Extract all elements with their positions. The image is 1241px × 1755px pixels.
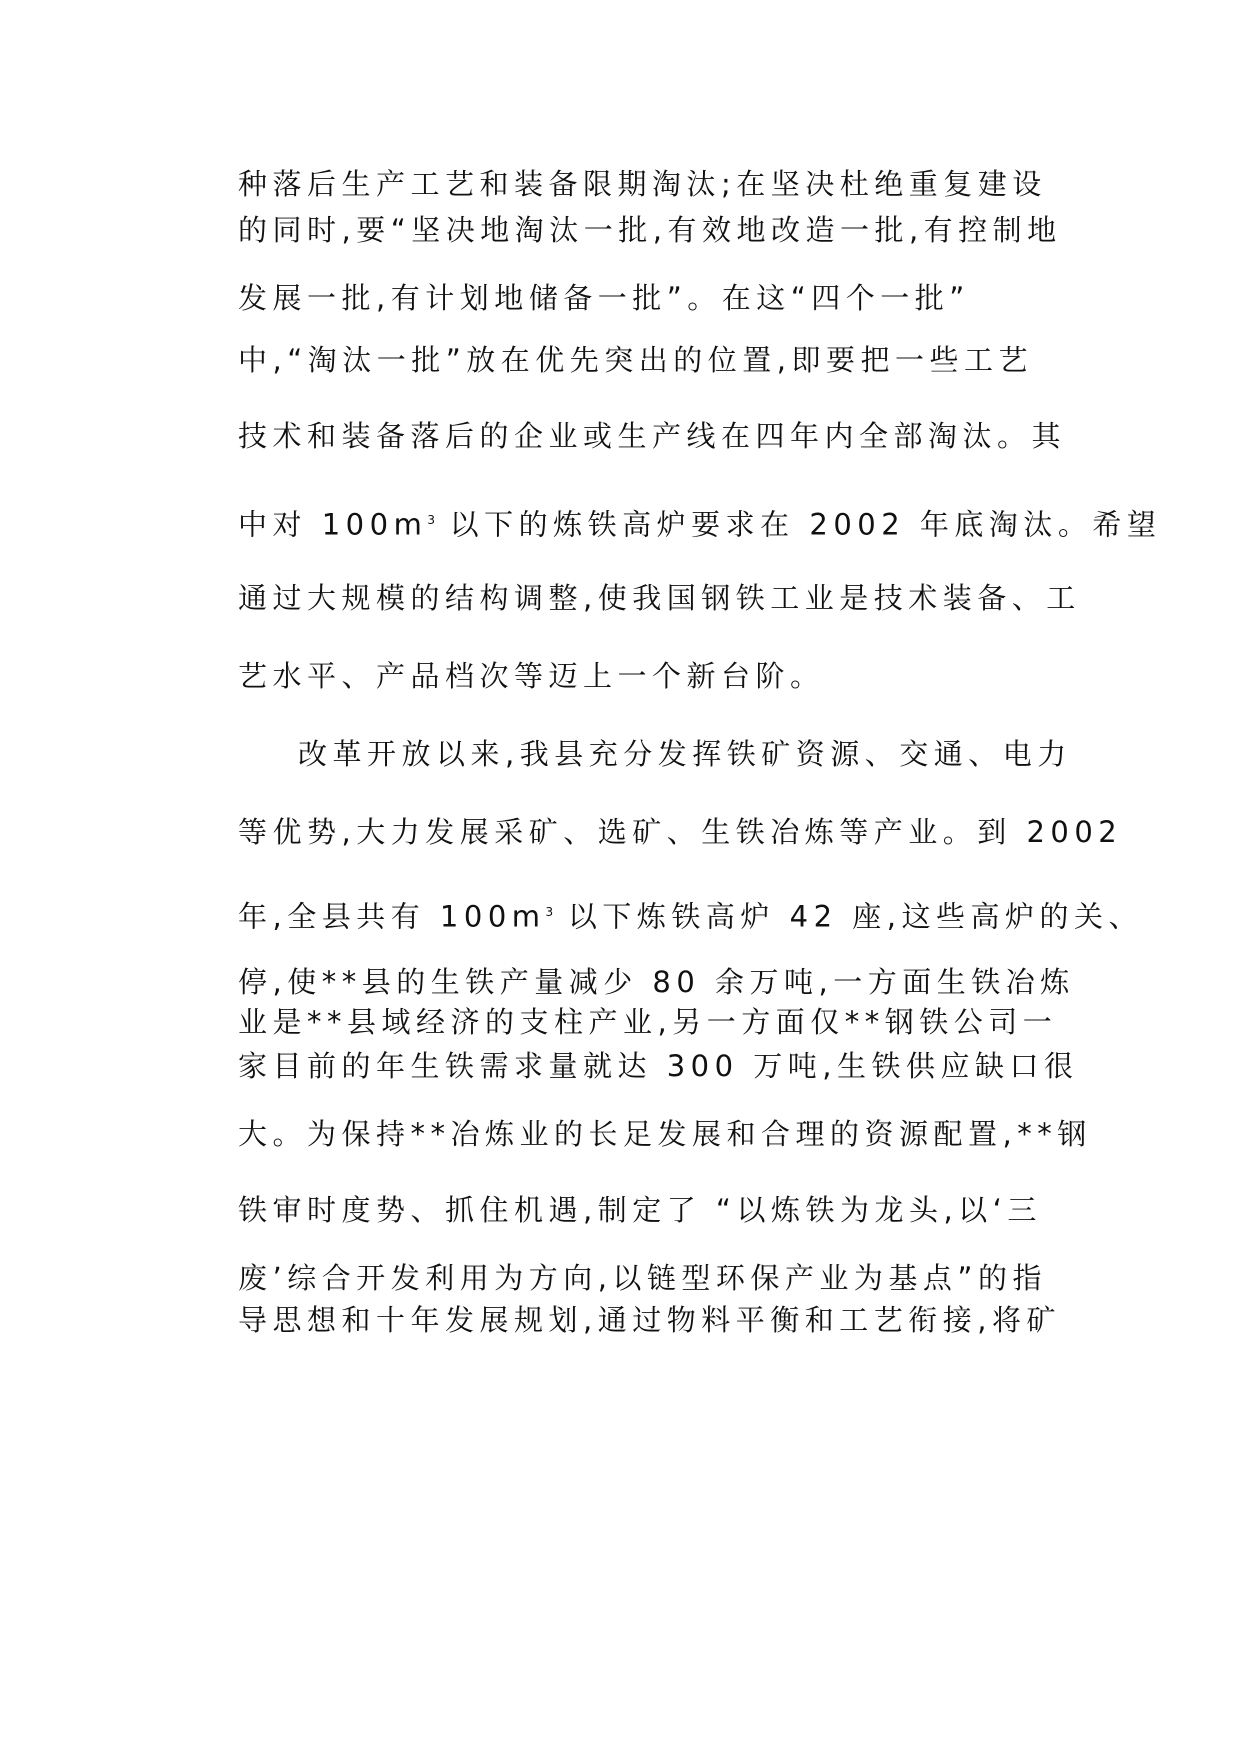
text-line-12: 停,使**县的生铁产量减少 80 余万吨,一方面生铁冶炼 xyxy=(238,965,1075,999)
paragraph-start-line: 改革开放以来,我县充分发挥铁矿资源、交通、电力 xyxy=(298,737,1072,771)
superscript: 3 xyxy=(427,513,435,527)
text-line-13: 业是**县域经济的支柱产业,另一方面仅**钢铁公司一 xyxy=(238,1005,1058,1039)
text-line-18: 导思想和十年发展规划,通过物料平衡和工艺衔接,将矿 xyxy=(238,1303,1061,1337)
text-line-1: 种落后生产工艺和装备限期淘汰;在坚决杜绝重复建设 xyxy=(238,167,1047,201)
text-line-14: 家目前的年生铁需求量就达 300 万吨,生铁供应缺口很 xyxy=(238,1049,1079,1083)
text-line-4: 中,“淘汰一批”放在优先突出的位置,即要把一些工艺 xyxy=(238,343,1033,377)
text-line-5: 技术和装备落后的企业或生产线在四年内全部淘汰。其 xyxy=(238,419,1067,453)
text-line-11 xyxy=(238,892,1143,937)
text-line-17: 废’综合开发利用为方向,以链型环保产业为基点”的指 xyxy=(238,1261,1047,1295)
text-segment: 以下炼铁高炉 42 座,这些高炉的关、 xyxy=(553,899,1143,934)
text-segment: 年,全县共有 100m xyxy=(238,899,546,934)
text-line-15: 大。为保持**冶炼业的长足发展和合理的资源配置,**钢 xyxy=(238,1117,1092,1151)
text-line-16: 铁审时度势、抓住机遇,制定了 “以炼铁为龙头,以‘三 xyxy=(238,1193,1042,1227)
text-segment: 中对 100m xyxy=(238,507,428,542)
text-line-3: 发展一批,有计划地储备一批”。在这“四个一批” xyxy=(238,281,970,315)
text-segment: 以下的炼铁高炉要求在 2002 年底淘汰。希望 xyxy=(434,507,1162,542)
text-line-7: 通过大规模的结构调整,使我国钢铁工业是技术装备、工 xyxy=(238,581,1081,615)
superscript: 3 xyxy=(545,905,554,919)
text-line-8: 艺水平、产品档次等迈上一个新台阶。 xyxy=(238,659,825,693)
text-line-6 xyxy=(238,500,1162,545)
text-line-2: 的同时,要“坚决地淘汰一批,有效地改造一批,有控制地 xyxy=(238,213,1062,247)
text-line-10: 等优势,大力发展采矿、选矿、生铁冶炼等产业。到 2002 xyxy=(238,815,1123,849)
